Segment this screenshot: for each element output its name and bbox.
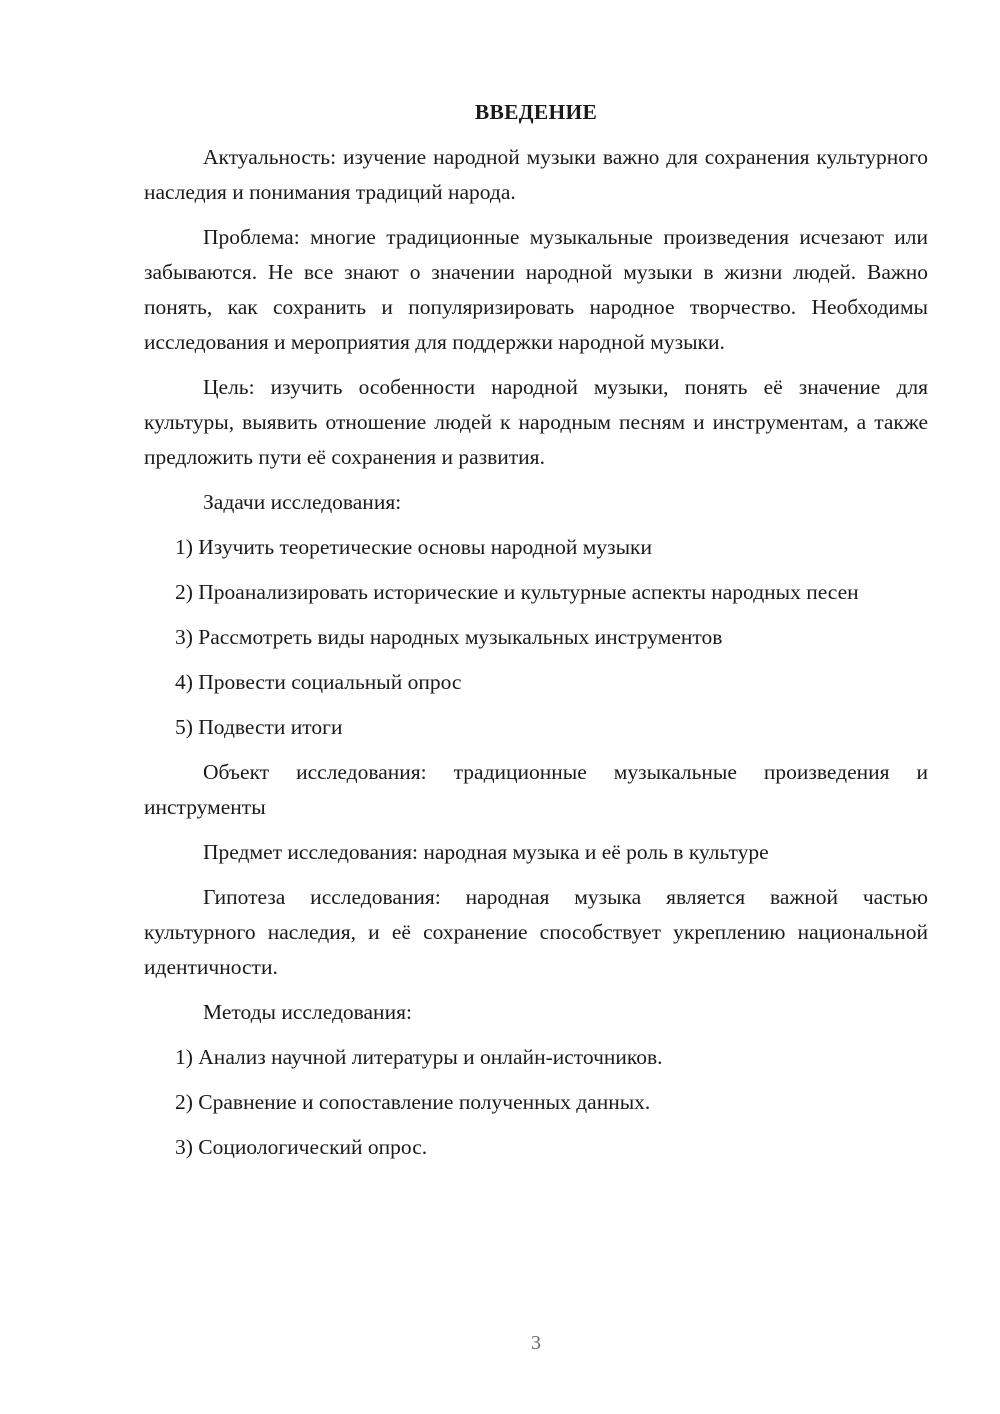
task-item: 3) Рассмотреть виды народных музыкальных инструментов — [175, 625, 723, 649]
subject-paragraph: Предмет исследования: народная музыка и её роль в культуре — [203, 840, 769, 864]
method-item: 2) Сравнение и сопоставление полученных данных. — [175, 1090, 651, 1114]
goal-paragraph: Цель: изучить особенности народной музыки, понять её значение для культуры, выявить отношение людей к народным песням и инструментам, а также предложить пути её сохранения и развития. — [144, 375, 928, 469]
section-title: ВВЕДЕНИЕ — [474, 100, 598, 124]
tasks-heading: Задачи исследования: — [203, 490, 402, 514]
methods-heading: Методы исследования: — [203, 1000, 412, 1024]
task-item: 4) Провести социальный опрос — [175, 670, 462, 694]
object-paragraph: Объект исследования: традиционные музыкальные произведения и инструменты — [144, 760, 928, 819]
task-item: 1) Изучить теоретические основы народной музыки — [175, 535, 652, 559]
page-number: 3 — [531, 1332, 541, 1354]
hypothesis-paragraph: Гипотеза исследования: народная музыка является важной частью культурного наследия, и её сохранение способствует укреплению национальной идентичности. — [144, 885, 928, 979]
method-item: 3) Социологический опрос. — [175, 1135, 428, 1159]
task-item: 2) Проанализировать исторические и культурные аспекты народных песен — [175, 580, 859, 604]
method-item: 1) Анализ научной литературы и онлайн-источников. — [175, 1045, 663, 1069]
task-item: 5) Подвести итоги — [175, 715, 343, 739]
relevance-paragraph: Актуальность: изучение народной музыки важно для сохранения культурного наследия и понимания традиций народа. — [144, 145, 928, 204]
document-body — [144, 95, 928, 1175]
problem-paragraph: Проблема: многие традиционные музыкальные произведения исчезают или забываются. Не все знают о значении народной музыки в жизни людей. Важно понять, как сохранить и популяризировать народное творчество. Необходимы исследования и мероприятия для поддержки народной музыки. — [144, 225, 928, 354]
